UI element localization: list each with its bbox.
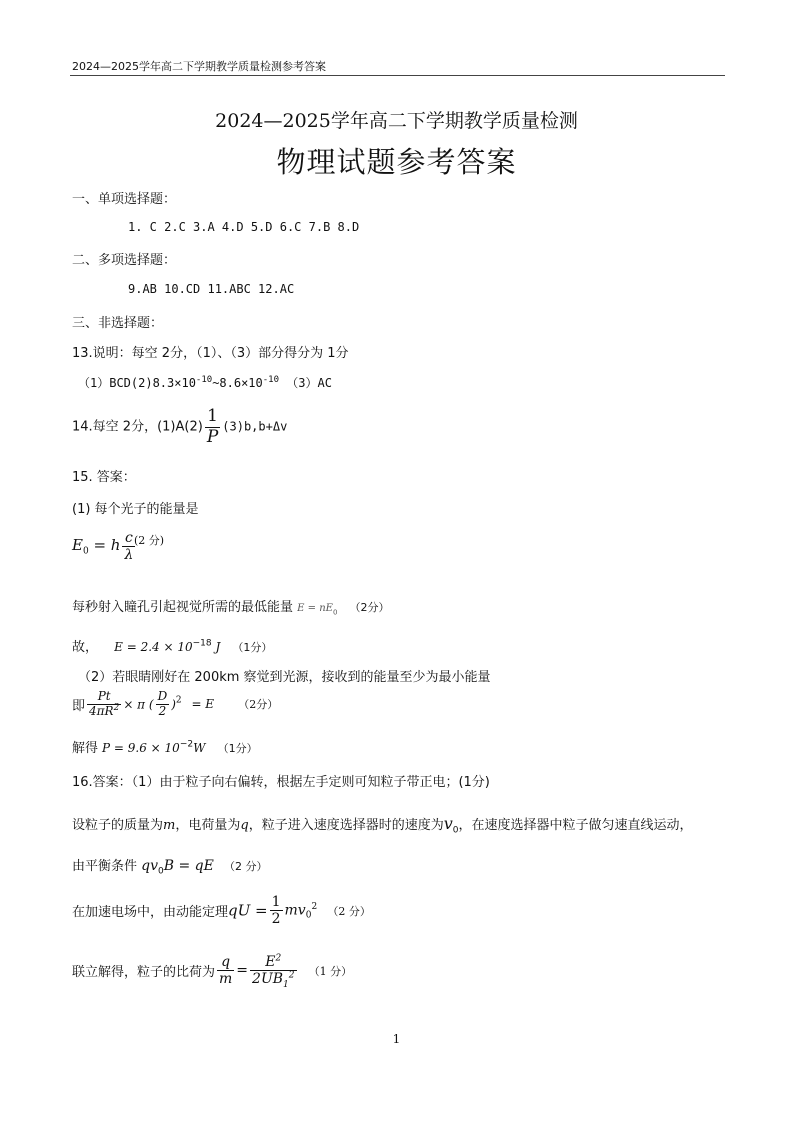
q14-suffix: (3)b,b+Δv [222,419,288,434]
eq1-num: c [122,530,135,547]
q16-l5-den2: 2UB [252,971,284,988]
q13-exp1: -10 [195,375,213,385]
q16-l2a: 设粒子的质量为 [72,818,164,833]
q16-l4a: 在加速电场中，由动能定理 [72,905,229,921]
q15-part1: (1) 每个光子的能量是 [72,502,199,517]
page-number: 1 [392,1032,401,1046]
eq4-tail-exp: 2 [175,695,182,706]
q14-frac-num: 1 [205,407,220,428]
q13-note: 13.说明：每空 2分，（1）、（3）部分得分为 1分 [72,346,349,361]
q13-answer-b: （3）AC [286,376,332,390]
q15-part6 [72,737,258,756]
section-1-answers: 1. C 2.C 3.A 4.D 5.D 6.C 7.B 8.D [128,220,360,234]
document-title: 2024—2025学年高二下学期教学质量检测 [215,110,578,132]
eq1-mid: = h [88,536,121,555]
q16-line2 [72,814,693,836]
eq4-num: Pt [87,690,121,705]
eq1-den: λ [124,547,134,564]
q16-l4-score: （2 分） [327,904,371,918]
q16-l5-score: （1 分） [308,964,353,978]
eq3: E = 2.4 × 10 [114,640,193,654]
q16-l4-eq: qU = [228,901,268,920]
q13-answer [78,374,332,391]
q16-line5 [72,953,353,990]
section-2-answers: 9.AB 10.CD 11.ABC 12.AC [128,282,295,296]
q16-l3-eq2: B = qE [163,858,214,874]
document-subtitle: 物理试题参考答案 [276,145,517,179]
eq1-score: (2 分) [134,534,165,547]
q15-p6-text: 解得 [72,741,99,756]
eq4-rhs: = E [187,697,215,712]
q16-l3-score: （2 分） [224,860,268,873]
eq4-inner-num: D [157,689,168,703]
eq4-tail: ) [171,697,176,712]
q16-v-sub: 0 [452,825,459,836]
running-header: 2024—2025学年高二下学期教学质量检测参考答案 [72,60,326,73]
eq3-score: （1分） [232,641,273,654]
header-divider [70,75,725,76]
q16-line1: 16.答案：（1）由于粒子向右偏转，根据左手定则可知粒子带正电；(1分) [72,775,490,790]
q16-line3 [72,855,268,877]
eq3-exp: −18 [192,638,212,649]
eq4-mid: × π ( [123,697,154,712]
q15-p2-text: 每秒射入瞳孔引起视觉所需的最低能量 [72,600,294,615]
section-3-heading: 三、非选择题： [72,316,164,331]
q16-l5-eq: = [236,962,249,979]
q16-l2b: ，电荷量为 [175,818,241,833]
q16-q: q [240,818,249,833]
eq2: E = nE [297,603,333,614]
q16-l5-den: m [219,971,233,988]
eq2-score: （2分） [349,601,390,614]
q16-l5-den2-exp: 2 [288,970,295,981]
q14-fraction [205,407,220,447]
q14-prefix: 14.每空 2分，(1)A(2) [72,419,203,435]
q15-part3 [72,636,272,655]
eq4-den: 4πR [89,703,114,718]
eq4-inner-fraction [156,690,170,719]
eq5: P = 9.6 × 10 [102,741,180,755]
q16-l5-fraction1 [217,954,234,987]
q15-label: 15. 答案： [72,470,136,485]
section-1-heading: 一、单项选择题： [72,192,177,207]
q16-l3-sub: 0 [158,866,164,877]
eq4-inner-den: 2 [158,703,167,718]
section-2-heading: 二、多项选择题： [72,253,177,268]
q16-l5-den2-sub: 1 [283,979,289,990]
q16-l5-num: q [217,954,234,971]
eq4-fraction [87,690,121,719]
q16-l5-fraction2 [250,953,296,990]
eq2-sub: 0 [332,608,338,617]
q16-l4-exp: 2 [311,901,318,912]
q13-exp2: -10 [262,375,280,385]
eq1-lhs: E [72,536,83,555]
q16-l5a: 联立解得，粒子的比荷为 [72,965,216,981]
eq4-den-exp: 2 [113,702,120,713]
q16-l2c: ，粒子进入速度选择器时的速度为 [248,818,444,833]
q15-eq4 [72,690,278,719]
q16-l4-sub: 0 [305,910,312,921]
q16-l3-eq: qv [141,858,159,874]
eq5-exp: −2 [179,739,194,750]
q13-answer-a: （1）BCD(2)8.3×10 [78,376,196,390]
eq5-score: （1分） [217,742,258,755]
q16-l5-num2: E [265,954,276,970]
q16-l5-num2-exp: 2 [275,953,282,964]
eq4-prefix: 即 [72,698,86,714]
q15-p3-text: 故， [72,640,99,655]
q14-frac-den: P [206,426,219,447]
q16-l2d: ，在速度选择器中粒子做匀速直线运动， [458,818,693,833]
q15-part2 [72,596,390,615]
q16-m: m [163,818,176,833]
eq1-sub: 0 [82,546,89,557]
q16-l4-tail: mv [284,902,306,919]
q16-l3a: 由平衡条件 [72,859,142,874]
q16-l4-den: 2 [271,911,281,928]
eq4-score: （2分） [238,698,279,712]
eq3-unit: J [211,640,221,654]
eq5-unit: W [193,741,206,755]
q14-answer [72,407,287,447]
q13-dash: ~8.6×10 [212,376,263,390]
q16-v: v [443,814,453,833]
q15-part4: （2）若眼睛刚好在 200km 察觉到光源，接收到的能量至少为最小能量 [78,670,491,685]
q16-line4 [72,894,371,927]
q15-eq1 [72,530,137,563]
q16-l4-fraction [270,894,283,927]
q16-l4-num: 1 [271,894,281,910]
